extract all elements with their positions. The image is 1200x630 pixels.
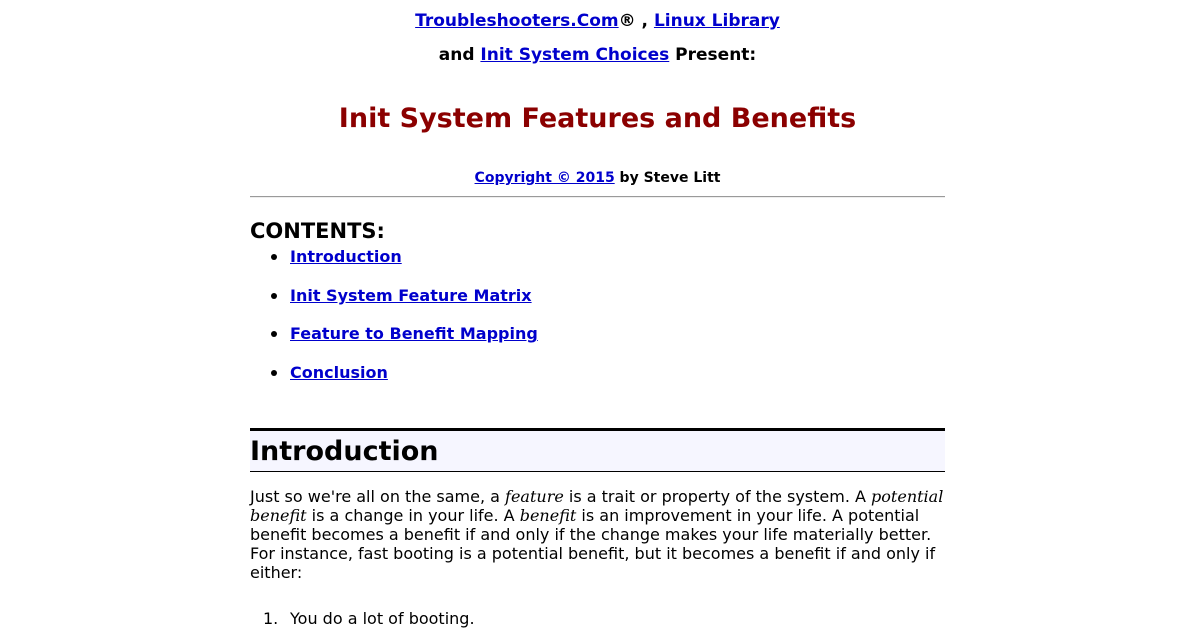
benefit-term: benefit — [519, 506, 577, 525]
introduction-section-header — [250, 428, 945, 472]
para-text: is a trait or property of the system. A — [563, 487, 872, 506]
bullet-icon — [271, 293, 277, 299]
header-separator: , — [635, 11, 654, 31]
list-item-text: You do a lot of booting. — [290, 609, 475, 628]
toc-link-conclusion[interactable]: Conclusion — [290, 363, 388, 383]
introduction-paragraph — [250, 487, 945, 582]
para-text: Just so we're all on the same, a — [250, 487, 506, 506]
toc-link-introduction[interactable]: Introduction — [290, 247, 402, 266]
author-text: by Steve Litt — [614, 170, 721, 186]
init-system-choices-link[interactable]: Init System Choices — [480, 45, 670, 65]
site-header-line-2 — [250, 44, 945, 66]
copyright-link[interactable]: Copyright © 2015 — [474, 170, 615, 186]
bullet-icon — [271, 331, 277, 337]
site-header-line-1 — [250, 10, 945, 32]
troubleshooters-link[interactable]: Troubleshooters.Com — [415, 11, 619, 31]
contents-item — [250, 362, 945, 384]
potential-benefit-term: potential benefit — [250, 487, 944, 525]
list-item — [250, 609, 945, 629]
list-number: 1. — [263, 609, 279, 628]
introduction-heading: Introduction — [250, 436, 439, 467]
contents-heading: CONTENTS: — [250, 219, 385, 243]
registered-mark: ® — [618, 11, 636, 31]
para-text: is a change in your life. A — [306, 506, 520, 525]
horizontal-rule — [250, 196, 945, 198]
header-present-text: Present: — [669, 45, 757, 65]
copyright-line — [250, 168, 945, 188]
para-text: is an improvement in your life. A potential benefit becomes a benefit if and only if the change makes your life materially better. For instance, fast booting is a potential benefit, but it becomes a benefit if and only if either: — [250, 506, 936, 582]
header-and-text: and — [438, 45, 481, 65]
toc-link-benefit-mapping[interactable]: Feature to Benefit Mapping — [290, 324, 538, 344]
bullet-icon — [271, 254, 277, 260]
contents-list — [250, 246, 945, 401]
contents-item — [250, 323, 945, 345]
booting-conditions-list — [250, 609, 945, 629]
page-title: Init System Features and Benefits — [338, 103, 857, 134]
linux-library-link[interactable]: Linux Library — [653, 11, 780, 31]
bullet-icon — [271, 370, 277, 376]
contents-item — [250, 285, 945, 307]
contents-item — [250, 246, 945, 268]
toc-link-feature-matrix[interactable]: Init System Feature Matrix — [290, 285, 532, 305]
feature-term: feature — [505, 487, 564, 506]
